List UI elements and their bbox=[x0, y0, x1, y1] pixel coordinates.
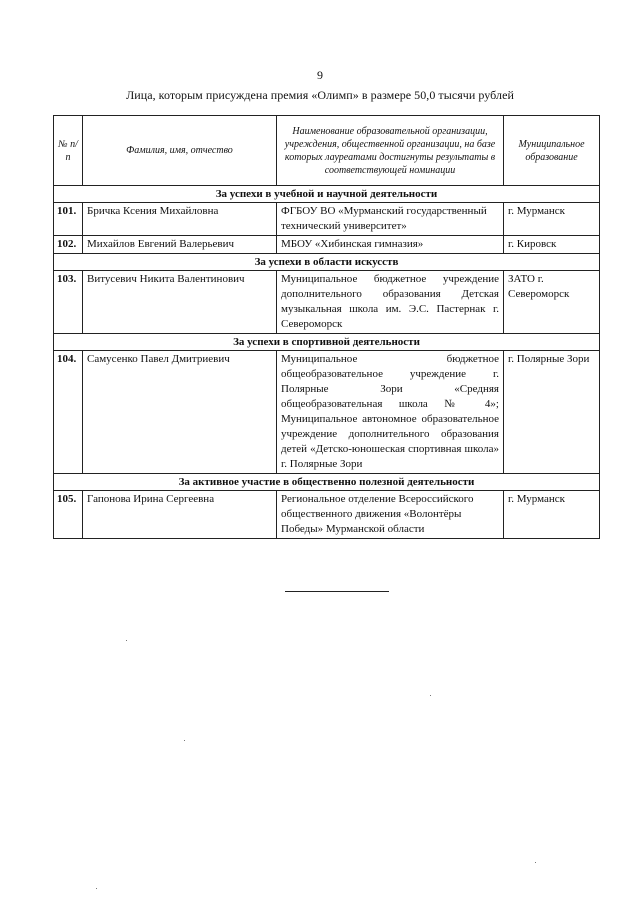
municipality-name: г. Мурманск bbox=[504, 491, 600, 539]
table-row bbox=[54, 271, 600, 334]
table-row bbox=[54, 351, 600, 474]
laureates-table bbox=[53, 115, 600, 539]
municipality-name: г. Полярные Зори bbox=[504, 351, 600, 474]
table-row bbox=[54, 236, 600, 254]
row-number: 101. bbox=[54, 203, 83, 236]
section-title: За успехи в спортивной деятельности bbox=[54, 334, 600, 351]
table-row bbox=[54, 203, 600, 236]
section-title: За активное участие в общественно полезной деятельности bbox=[54, 474, 600, 491]
laureate-name: Гапонова Ирина Сергеевна bbox=[83, 491, 277, 539]
document-title: Лица, которым присуждена премия «Олимп» в размере 50,0 тысячи рублей bbox=[126, 88, 514, 102]
signature-line bbox=[285, 591, 389, 592]
section-row bbox=[54, 334, 600, 351]
page-number: 9 bbox=[317, 68, 323, 82]
section-title: За успехи в учебной и научной деятельности bbox=[54, 186, 600, 203]
municipality-name: г. Мурманск bbox=[504, 203, 600, 236]
header-organization: Наименование образовательной организации, учреждения, общественной организации, на базе которых лауреатами достигнуты результаты в соответствующей номинации bbox=[277, 116, 504, 186]
laureate-name: Самусенко Павел Дмитриевич bbox=[83, 351, 277, 474]
laureate-name: Михайлов Евгений Валерьевич bbox=[83, 236, 277, 254]
table-header-row bbox=[54, 116, 600, 186]
organization-name: Региональное отделение Всероссийского общественного движения «Волонтёры Победы» Мурманской области bbox=[277, 491, 504, 539]
scan-speck bbox=[184, 740, 185, 741]
row-number: 105. bbox=[54, 491, 83, 539]
header-num: № п/п bbox=[54, 116, 83, 186]
organization-name: МБОУ «Хибинская гимназия» bbox=[277, 236, 504, 254]
organization-name: ФГБОУ ВО «Мурманский государственный технический университет» bbox=[277, 203, 504, 236]
organization-name: Муниципальное бюджетное общеобразовательное учреждение г. Полярные Зори «Средняя общеобразовательная школа № 4»; Муниципальное автономное образовательное учреждение дополнительного образования детей «Детско-юношеская спортивная школа» г. Полярные Зори bbox=[277, 351, 504, 474]
section-title: За успехи в области искусств bbox=[54, 254, 600, 271]
header-name: Фамилия, имя, отчество bbox=[83, 116, 277, 186]
municipality-name: г. Кировск bbox=[504, 236, 600, 254]
row-number: 103. bbox=[54, 271, 83, 334]
header-municipality: Муниципальное образование bbox=[504, 116, 600, 186]
row-number: 104. bbox=[54, 351, 83, 474]
section-row bbox=[54, 254, 600, 271]
section-row bbox=[54, 186, 600, 203]
scan-speck bbox=[126, 640, 127, 641]
laureate-name: Бричка Ксения Михайловна bbox=[83, 203, 277, 236]
scan-speck bbox=[430, 695, 431, 696]
table-row bbox=[54, 491, 600, 539]
section-row bbox=[54, 474, 600, 491]
row-number: 102. bbox=[54, 236, 83, 254]
organization-name: Муниципальное бюджетное учреждение дополнительного образования Детская музыкальная школа им. Э.С. Пастернак г. Североморск bbox=[277, 271, 504, 334]
scan-speck bbox=[535, 862, 536, 863]
scan-speck bbox=[96, 888, 97, 889]
municipality-name: ЗАТО г. Североморск bbox=[504, 271, 600, 334]
laureate-name: Витусевич Никита Валентинович bbox=[83, 271, 277, 334]
